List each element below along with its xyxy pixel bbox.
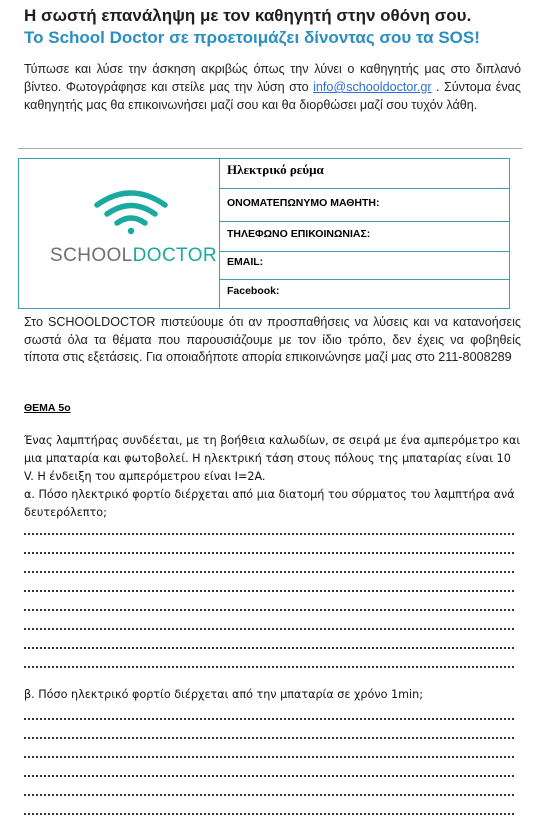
intro-text-start: Τύπωσε και λύσε την άσκηση ακριβώς όπως την λύνει ο καθηγητής μας στο διπλανό βίντεο. Φωτογράφησε και στείλε μας την λύση στο <box>24 62 521 94</box>
intro-text-end: . Σύντομα ένας καθηγητής μας θα επικοινωνήσει μαζί σου και θα διορθώσει μαζί σου τυχόν λάθη. <box>24 80 521 112</box>
problem-statement: Ένας λαμπτήρας συνδέεται, με τη βοήθεια καλωδίων, σε σειρά με ένα αμπερόμετρο και μια μπαταρία και φωτοβολεί. Η ηλεκτρική τάση στους πόλους της μπαταρίας είναι 10 V. Η ένδειξη του αμπερόμετρου είναι I=2A. <box>24 434 521 483</box>
answer-line[interactable] <box>24 628 514 630</box>
answer-line[interactable] <box>24 533 514 535</box>
field-email[interactable]: EMAIL: <box>220 252 509 280</box>
answer-line[interactable] <box>24 794 514 796</box>
info-fields <box>220 159 509 308</box>
field-student-name[interactable]: ΟΝΟΜΑΤΕΠΩΝΥΜΟ ΜΑΘΗΤΗ: <box>220 189 509 222</box>
topic-title: Ηλεκτρικό ρεύμα <box>220 159 509 189</box>
answer-line[interactable] <box>24 666 514 668</box>
answer-line[interactable] <box>24 571 514 573</box>
question-b: β. Πόσο ηλεκτρικό φορτίο διέρχεται από την μπαταρία σε χρόνο 1min; <box>24 688 423 701</box>
separator-line <box>18 148 522 149</box>
email-link[interactable]: info@schooldoctor.gr <box>313 80 432 94</box>
wifi-signal-icon <box>91 187 171 247</box>
answer-line[interactable] <box>24 813 514 815</box>
question-a: α. Πόσο ηλεκτρικό φορτίο διέρχεται από μια διατομή του σύρματος του λαμπτήρα ανά δευτερόλεπτο; <box>24 488 515 519</box>
header-subtitle: Το School Doctor σε προετοιμάζει δίνοντας σου τα SOS! <box>24 28 480 47</box>
header-title: Η σωστή επανάληψη με τον καθηγητή στην οθόνη σου. <box>24 6 472 25</box>
field-phone[interactable]: ΤΗΛΕΦΩΝΟ ΕΠΙΚΟΙΝΩΝΙΑΣ: <box>220 222 509 252</box>
schooldoctor-logo: SCHOOLDOCTOR <box>50 245 218 266</box>
answer-line[interactable] <box>24 737 514 739</box>
student-info-table <box>18 158 510 309</box>
answer-line[interactable] <box>24 552 514 554</box>
problem-text <box>24 432 524 522</box>
info-paragraph: Στο SCHOOLDOCTOR πιστεύουμε ότι αν προσπαθήσεις να λύσεις και να κατανοήσεις σωστά όλα τα θέματα που παρουσιάζουμε με τον ίδιο τρόπο, δεν έχεις να φοβηθείς τίποτα στις εξετάσεις. Για οποιαδήποτε απορία επικοινώνησε μαζί μας στο 211-8008289 <box>24 315 521 364</box>
answer-line[interactable] <box>24 756 514 758</box>
answer-line[interactable] <box>24 609 514 611</box>
answer-line[interactable] <box>24 718 514 720</box>
answer-line[interactable] <box>24 775 514 777</box>
answer-line[interactable] <box>24 590 514 592</box>
section-heading: ΘΕΜΑ 5ο <box>24 402 71 414</box>
logo-cell <box>19 159 220 308</box>
answer-line[interactable] <box>24 647 514 649</box>
intro-paragraph <box>24 60 521 114</box>
field-facebook[interactable]: Facebook: <box>227 285 280 297</box>
